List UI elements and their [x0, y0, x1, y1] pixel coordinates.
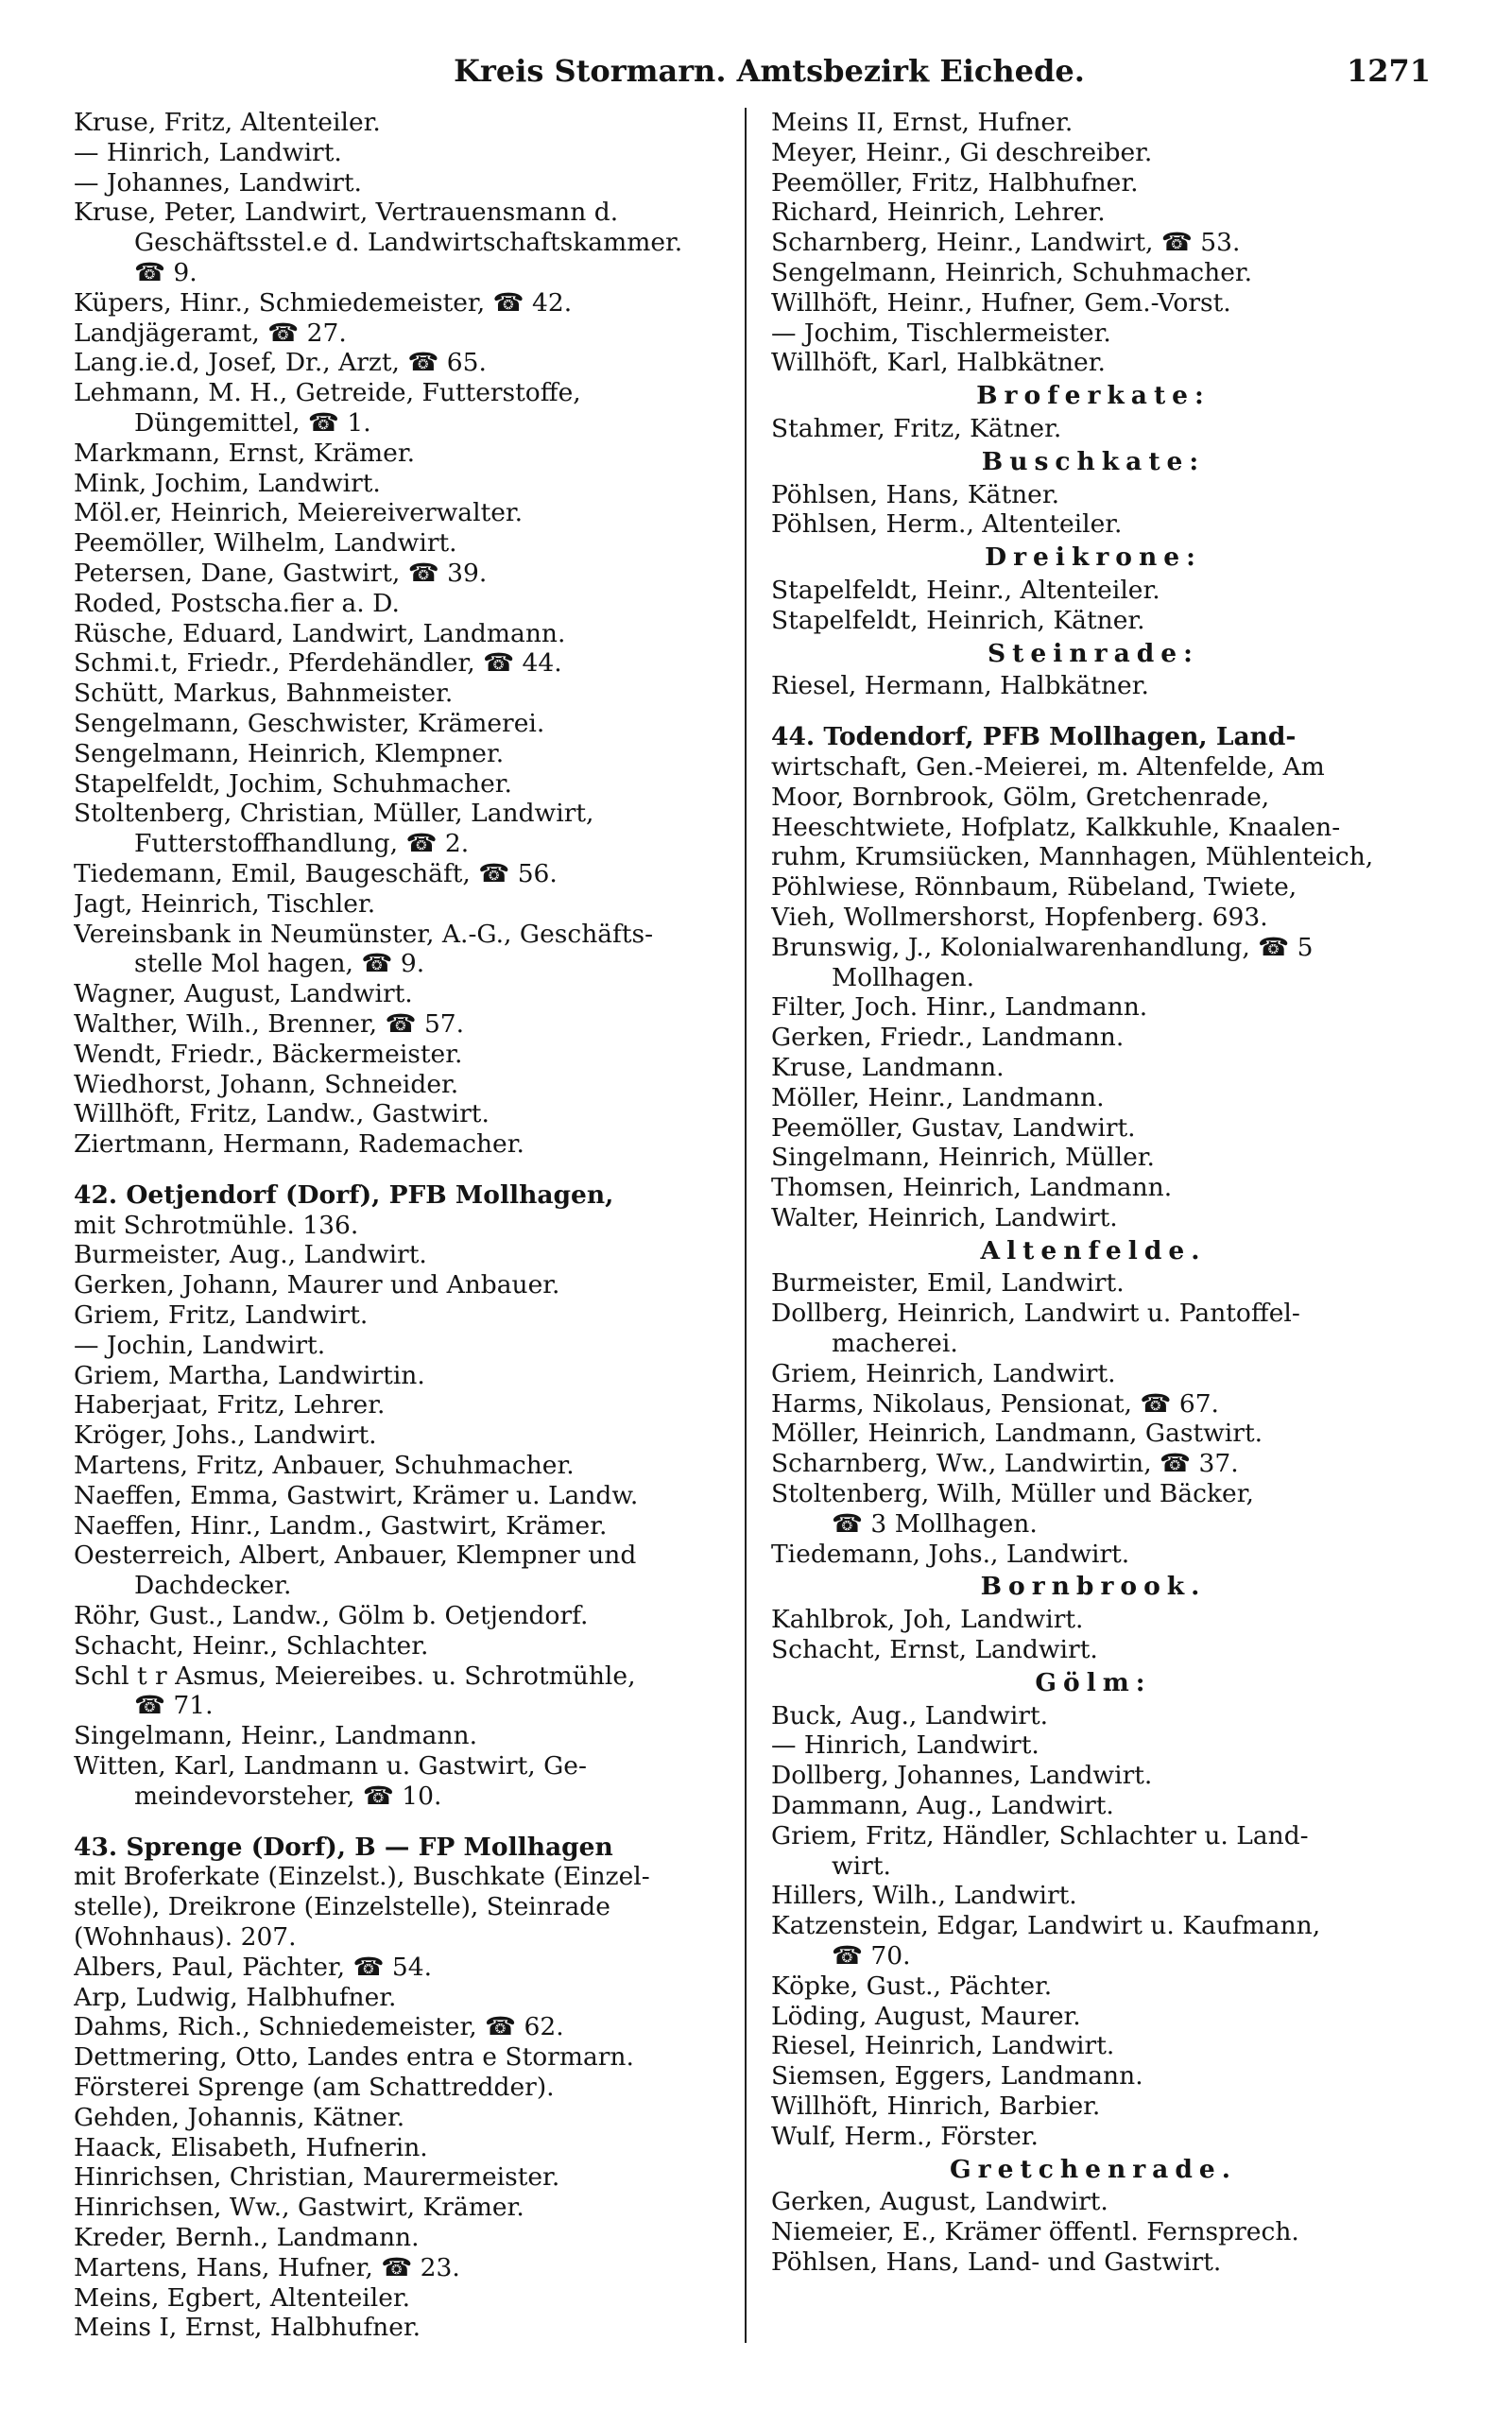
directory-entry: Willhöft, Heinr., Hufner, Gem.-Vorst. [771, 287, 1231, 318]
locality-heading: Gölm: [1035, 1667, 1152, 1697]
entry-continuation: ☎ 9. [134, 257, 198, 287]
directory-entry: Thomsen, Heinrich, Landmann. [771, 1173, 1173, 1203]
directory-entry: Tiedemann, Emil, Baugeschäft, ☎ 56. [74, 858, 558, 888]
directory-entry: Riesel, Heinrich, Landwirt. [771, 2031, 1115, 2061]
directory-entry: Stoltenberg, Wilh, Müller und Bäcker, [771, 1479, 1254, 1509]
directory-entry: Meyer, Heinr., Gi deschreiber. [771, 137, 1153, 167]
directory-entry: Naeffen, Emma, Gastwirt, Krämer u. Landw. [74, 1480, 639, 1510]
directory-entry: Willhöft, Karl, Halbkätner. [771, 348, 1106, 378]
directory-entry: Köpke, Gust., Pächter. [771, 1971, 1053, 2001]
directory-entry: (Wohnhaus). 207. [74, 1922, 297, 1953]
directory-entry: Vereinsbank in Neumünster, A.-G., Geschäfts- [74, 919, 654, 949]
directory-entry: Gerken, August, Landwirt. [771, 2187, 1108, 2217]
locality-heading: Dreikrone: [985, 542, 1202, 573]
directory-entry: Dollberg, Heinrich, Landwirt u. Pantoffel- [771, 1299, 1300, 1329]
directory-entry: Lehmann, M. H., Getreide, Futterstoffe, [74, 378, 581, 408]
locality-heading: Broferkate: [976, 381, 1211, 411]
directory-entry: Martens, Fritz, Anbauer, Schuhmacher. [74, 1451, 575, 1481]
locality-heading: Gretchenrade. [950, 2154, 1237, 2184]
locality-heading: Bornbrook. [980, 1572, 1207, 1602]
directory-entry: — Jochin, Landwirt. [74, 1330, 326, 1360]
directory-entry: Dollberg, Johannes, Landwirt. [771, 1761, 1153, 1791]
directory-entry: Wulf, Herm., Förster. [771, 2121, 1039, 2151]
directory-entry: Dahms, Rich., Schniedemeister, ☎ 62. [74, 2012, 564, 2042]
page-number: 1271 [1346, 53, 1431, 89]
directory-entry: Möller, Heinrich, Landmann, Gastwirt. [771, 1419, 1263, 1449]
directory-entry: Petersen, Dane, Gastwirt, ☎ 39. [74, 558, 488, 588]
directory-entry: Kahlbrok, Joh, Landwirt. [771, 1605, 1084, 1635]
directory-entry: Kruse, Landmann. [771, 1052, 1005, 1082]
directory-entry: Haack, Elisabeth, Hufnerin. [74, 2132, 428, 2162]
directory-entry: Meins II, Ernst, Hufner. [771, 108, 1074, 137]
entry-continuation: ☎ 3 Mollhagen. [832, 1508, 1038, 1539]
entry-continuation: macherei. [832, 1329, 958, 1359]
directory-entry: Witten, Karl, Landmann u. Gastwirt, Ge- [74, 1751, 587, 1782]
directory-entry: Richard, Heinrich, Lehrer. [771, 198, 1106, 228]
directory-entry: Rüsche, Eduard, Landwirt, Landmann. [74, 618, 566, 648]
directory-entry: Siemsen, Eggers, Landmann. [771, 2061, 1143, 2091]
right-column [745, 108, 1416, 2343]
entry-continuation: Mollhagen. [832, 962, 975, 992]
page-header [74, 53, 1465, 102]
directory-entry: Riesel, Hermann, Halbkätner. [771, 671, 1149, 701]
directory-entry: Gehden, Johannis, Kätner. [74, 2102, 405, 2132]
directory-entry: Dammann, Aug., Landwirt. [771, 1791, 1114, 1821]
entry-continuation: Dachdecker. [134, 1571, 292, 1601]
directory-entry: Stapelfeldt, Jochim, Schuhmacher. [74, 768, 512, 799]
directory-entry: Dettmering, Otto, Landes entra e Stormarn. [74, 2042, 634, 2073]
section-heading: 43. Sprenge (Dorf), B — FP Mollhagen [74, 1832, 613, 1862]
directory-entry: Oesterreich, Albert, Anbauer, Klempner und [74, 1541, 637, 1571]
directory-entry: Burmeister, Aug., Landwirt. [74, 1240, 427, 1270]
locality-heading: Buschkate: [981, 446, 1206, 476]
directory-entry: Stapelfeldt, Heinr., Altenteiler. [771, 575, 1160, 605]
directory-entry: Griem, Fritz, Händler, Schlachter u. Land- [771, 1820, 1309, 1850]
directory-entry: mit Broferkate (Einzelst.), Buschkate (Einzel- [74, 1862, 650, 1892]
directory-entry: Roded, Postscha.fier a. D. [74, 588, 400, 618]
directory-entry: Ziertmann, Hermann, Rademacher. [74, 1129, 524, 1160]
directory-entry: Arp, Ludwig, Halbhufner. [74, 1982, 397, 2012]
directory-entry: Kruse, Fritz, Altenteiler. [74, 108, 381, 137]
directory-entry: Naeffen, Hinr., Landm., Gastwirt, Krämer. [74, 1510, 608, 1541]
directory-entry: Pöhlsen, Hans, Land- und Gastwirt. [771, 2246, 1222, 2277]
directory-entry: Sengelmann, Heinrich, Klempner. [74, 738, 505, 768]
directory-entry: Wiedhorst, Johann, Schneider. [74, 1069, 459, 1099]
directory-entry: Tiedemann, Johs., Landwirt. [771, 1539, 1130, 1569]
directory-entry: Vieh, Wollmershorst, Hopfenberg. 693. [771, 902, 1268, 932]
directory-entry: Sengelmann, Geschwister, Krämerei. [74, 708, 545, 738]
directory-entry: Peemöller, Fritz, Halbhufner. [771, 167, 1139, 198]
entry-continuation: stelle Mol hagen, ☎ 9. [134, 949, 425, 979]
directory-entry: Meins I, Ernst, Halbhufner. [74, 2313, 421, 2343]
directory-entry: Griem, Heinrich, Landwirt. [771, 1358, 1116, 1388]
directory-entry: Harms, Nikolaus, Pensionat, ☎ 67. [771, 1388, 1219, 1419]
directory-entry: Martens, Hans, Hufner, ☎ 23. [74, 2252, 460, 2282]
directory-entry: Hinrichsen, Christian, Maurermeister. [74, 2162, 560, 2193]
directory-entry: Haberjaat, Fritz, Lehrer. [74, 1390, 386, 1420]
directory-entry: Scharnberg, Ww., Landwirtin, ☎ 37. [771, 1449, 1239, 1479]
running-title: Kreis Stormarn. Amtsbezirk Eichede. [454, 53, 1085, 89]
directory-entry: Schacht, Ernst, Landwirt. [771, 1635, 1098, 1665]
directory-entry: Niemeier, E., Krämer öffentl. Fernsprech. [771, 2217, 1299, 2247]
directory-entry: Gerken, Johann, Maurer und Anbauer. [74, 1270, 560, 1300]
directory-entry: Walter, Heinrich, Landwirt. [771, 1202, 1118, 1232]
directory-entry: Willhöft, Fritz, Landw., Gastwirt. [74, 1099, 490, 1129]
directory-entry: Singelmann, Heinrich, Müller. [771, 1143, 1155, 1173]
directory-entry: ruhm, Krumsiücken, Mannhagen, Mühlenteich, [771, 842, 1374, 872]
directory-entry: Jagt, Heinrich, Tischler. [74, 888, 376, 919]
directory-entry: Peemöller, Wilhelm, Landwirt. [74, 528, 457, 559]
directory-entry: — Johannes, Landwirt. [74, 167, 362, 198]
directory-entry: Burmeister, Emil, Landwirt. [771, 1268, 1125, 1299]
directory-entry: Landjägeramt, ☎ 27. [74, 318, 347, 348]
directory-entry: Markmann, Ernst, Krämer. [74, 438, 415, 468]
section-heading: 42. Oetjendorf (Dorf), PFB Mollhagen, [74, 1179, 614, 1210]
directory-entry: Moor, Bornbrook, Gölm, Gretchenrade, [771, 782, 1270, 812]
directory-entry: Wendt, Friedr., Bäckermeister. [74, 1039, 463, 1069]
directory-entry: Kruse, Peter, Landwirt, Vertrauensmann d. [74, 198, 619, 228]
entry-continuation: Futterstoffhandlung, ☎ 2. [134, 829, 470, 859]
directory-entry: Schl t r Asmus, Meiereibes. u. Schrotmühle, [74, 1661, 636, 1691]
directory-entry: Stoltenberg, Christian, Müller, Landwirt, [74, 799, 594, 829]
directory-entry: Löding, August, Maurer. [771, 2001, 1081, 2031]
directory-entry: Katzenstein, Edgar, Landwirt u. Kaufmann, [771, 1911, 1321, 1941]
directory-entry: Schmi.t, Friedr., Pferdehändler, ☎ 44. [74, 648, 562, 679]
locality-heading: Altenfelde. [980, 1235, 1207, 1265]
directory-entry: Stahmer, Fritz, Kätner. [771, 413, 1062, 443]
directory-entry: — Hinrich, Landwirt. [771, 1730, 1040, 1761]
entry-continuation: meindevorsteher, ☎ 10. [134, 1781, 442, 1811]
directory-entry: Gerken, Friedr., Landmann. [771, 1023, 1125, 1053]
directory-entry: Pöhlsen, Herm., Altenteiler. [771, 509, 1123, 540]
directory-entry: Peemöller, Gustav, Landwirt. [771, 1112, 1136, 1143]
directory-entry: Kreder, Bernh., Landmann. [74, 2222, 420, 2252]
directory-entry: Stapelfeldt, Heinrich, Kätner. [771, 605, 1145, 635]
directory-entry: Wagner, August, Landwirt. [74, 979, 413, 1009]
left-column [74, 108, 745, 2343]
directory-entry: Griem, Martha, Landwirtin. [74, 1360, 425, 1390]
directory-entry: Albers, Paul, Pächter, ☎ 54. [74, 1952, 433, 1982]
directory-entry: Röhr, Gust., Landw., Gölm b. Oetjendorf. [74, 1601, 589, 1631]
directory-entry: Lang.ie.d, Josef, Dr., Arzt, ☎ 65. [74, 348, 487, 378]
directory-entry: Willhöft, Hinrich, Barbier. [771, 2091, 1101, 2121]
directory-entry: Schütt, Markus, Bahnmeister. [74, 679, 454, 709]
directory-entry: Buck, Aug., Landwirt. [771, 1700, 1049, 1730]
entry-continuation: ☎ 71. [134, 1691, 214, 1721]
directory-entry: Filter, Joch. Hinr., Landmann. [771, 992, 1148, 1023]
directory-entry: Küpers, Hinr., Schmiedemeister, ☎ 42. [74, 287, 573, 318]
directory-entry: Mink, Jochim, Landwirt. [74, 468, 381, 498]
directory-entry: Sengelmann, Heinrich, Schuhmacher. [771, 257, 1253, 287]
directory-entry: Möller, Heinr., Landmann. [771, 1082, 1105, 1112]
directory-entry: — Jochim, Tischlermeister. [771, 318, 1111, 348]
directory-entry: Hinrichsen, Ww., Gastwirt, Krämer. [74, 2193, 524, 2223]
entry-continuation: Düngemittel, ☎ 1. [134, 407, 371, 438]
columns [74, 108, 1465, 2343]
directory-entry: Scharnberg, Heinr., Landwirt, ☎ 53. [771, 228, 1241, 258]
directory-entry: stelle), Dreikrone (Einzelstelle), Steinrade [74, 1892, 610, 1922]
directory-entry: — Hinrich, Landwirt. [74, 137, 342, 167]
directory-entry: Hillers, Wilh., Landwirt. [771, 1881, 1077, 1911]
directory-entry: Heeschtwiete, Hofplatz, Kalkkuhle, Knaalen- [771, 812, 1341, 842]
directory-entry: mit Schrotmühle. 136. [74, 1210, 359, 1240]
directory-entry: Griem, Fritz, Landwirt. [74, 1300, 369, 1331]
directory-entry: Singelmann, Heinr., Landmann. [74, 1721, 478, 1751]
directory-entry: Pöhlwiese, Rönnbaum, Rübeland, Twiete, [771, 872, 1297, 903]
directory-entry: Schacht, Heinr., Schlachter. [74, 1630, 429, 1661]
entry-continuation: ☎ 70. [832, 1941, 911, 1971]
entry-continuation: wirt. [832, 1850, 891, 1881]
directory-entry: Meins, Egbert, Altenteiler. [74, 2282, 411, 2313]
entry-continuation: Geschäftsstel.e d. Landwirtschaftskammer. [134, 228, 683, 258]
directory-entry: Möl.er, Heinrich, Meiereiverwalter. [74, 498, 524, 528]
directory-entry: Walther, Wilh., Brenner, ☎ 57. [74, 1008, 465, 1039]
locality-heading: Steinrade: [988, 638, 1199, 668]
directory-entry: Brunswig, J., Kolonialwarenhandlung, ☎ 5 [771, 932, 1314, 962]
directory-entry: Pöhlsen, Hans, Kätner. [771, 479, 1060, 509]
directory-entry: Försterei Sprenge (am Schattredder). [74, 2073, 555, 2102]
directory-entry: wirtschaft, Gen.-Meierei, m. Altenfelde, Am [771, 751, 1325, 782]
directory-entry: Kröger, Johs., Landwirt. [74, 1420, 377, 1451]
section-heading: 44. Todendorf, PFB Mollhagen, Land- [771, 722, 1297, 752]
